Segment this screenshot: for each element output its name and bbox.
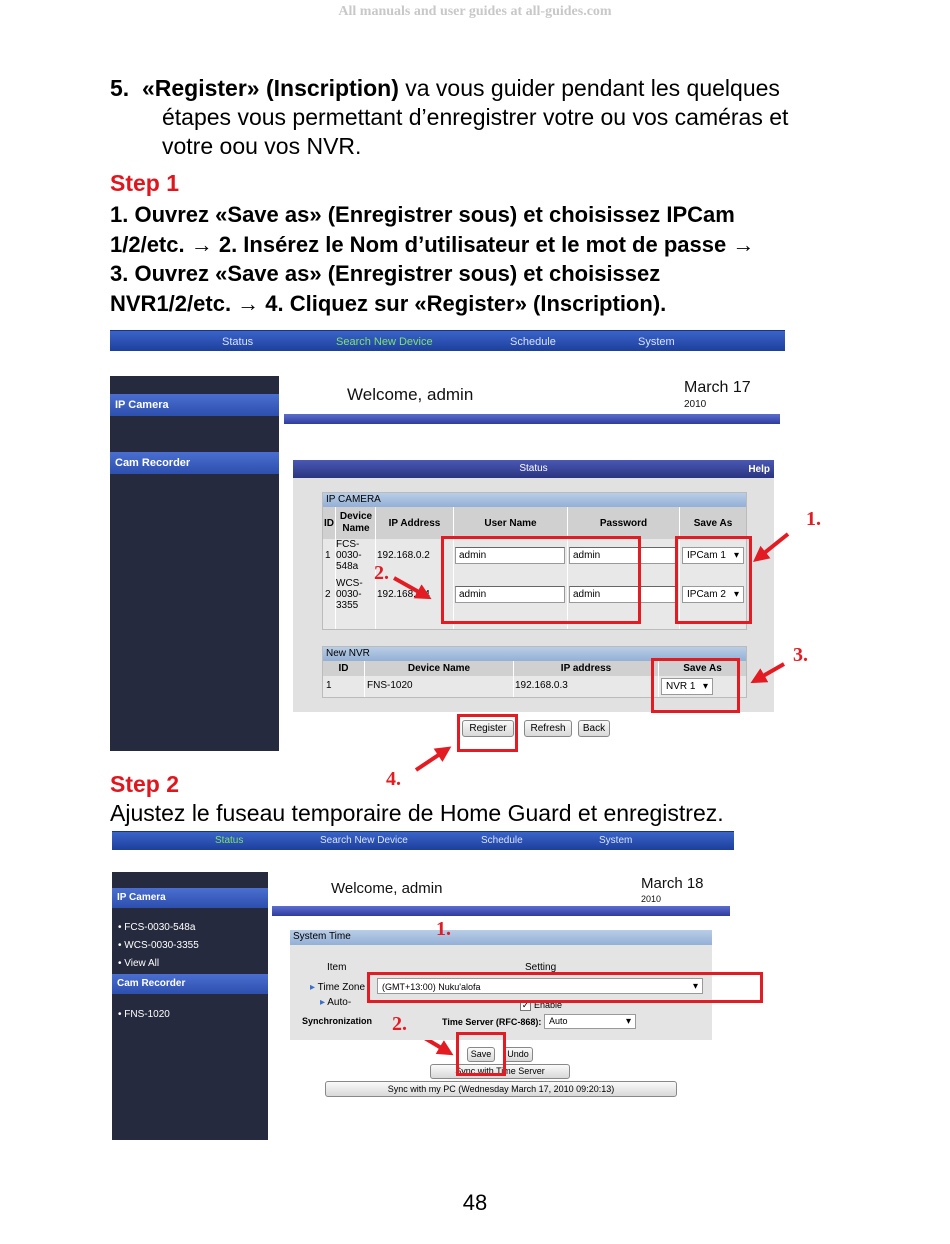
nav-status[interactable]: Status: [222, 336, 254, 348]
nvr-table-title: New NVR: [323, 647, 746, 661]
nvr-row-ip: 192.168.0.3: [515, 680, 568, 691]
arrow-2: [394, 578, 426, 596]
annotation-2: 2.: [374, 562, 389, 584]
intro-line2: étapes vous permettant d’enregistrer votre ou vos caméras et: [162, 104, 789, 130]
system-time-title: System Time: [290, 930, 712, 945]
save-button[interactable]: Save: [467, 1047, 495, 1062]
annotation-s2-1: 1.: [436, 918, 451, 940]
sidebar-cam-recorder[interactable]: Cam Recorder: [112, 974, 268, 994]
register-button[interactable]: Register: [462, 720, 514, 737]
step1-line: 3. Ouvrez «Save as» (Enregistrer sous) et choisissez: [110, 261, 661, 286]
annotation-3: 3.: [793, 644, 808, 666]
highlight-time-zone: [367, 972, 763, 1003]
col-ip-address: IP Address: [388, 518, 441, 529]
sidebar-ip-camera[interactable]: IP Camera: [110, 394, 279, 416]
nvr-col-id: ID: [338, 663, 349, 674]
sidebar-recorder-1[interactable]: • FNS-1020: [118, 1009, 170, 1020]
sidebar-cam-1[interactable]: • FCS-0030-548a: [118, 922, 196, 933]
intro-number: 5.: [110, 75, 130, 101]
ipcam-table-title: IP CAMERA: [323, 493, 746, 507]
nvr-col-device-name: Device Name: [407, 663, 471, 674]
step1-line: 1. Ouvrez «Save as» (Enregistrer sous) et choisissez IPCam: [110, 202, 735, 227]
step1-heading: Step 1: [110, 170, 180, 196]
sidebar-cam-recorder[interactable]: Cam Recorder: [110, 452, 279, 474]
welcome-text: Welcome, admin: [347, 385, 474, 404]
header-bar-2: [272, 906, 730, 916]
refresh-button[interactable]: Refresh: [524, 720, 572, 737]
col-setting: Setting: [525, 962, 557, 973]
sync-pc-button[interactable]: Sync with my PC (Wednesday March 17, 2010 09:20:13): [325, 1081, 677, 1097]
back-button[interactable]: Back: [578, 720, 610, 737]
arrow-3: [756, 664, 784, 680]
row1-id: 1: [325, 550, 331, 561]
row2-save-as-select[interactable]: IPCam 2 ▾: [682, 586, 744, 603]
shot2-navbar: [112, 831, 734, 850]
watermark: All manuals and user guides at all-guides.com: [338, 4, 612, 19]
welcome-text-2: Welcome, admin: [331, 880, 443, 897]
nav-system[interactable]: System: [638, 336, 675, 348]
col-save-as: Save As: [693, 518, 733, 529]
annotation-1: 1.: [806, 508, 821, 530]
intro-line1: va vous guider pendant les quelques: [398, 75, 780, 101]
nav-search-new-device[interactable]: Search New Device: [320, 835, 408, 846]
time-server-select[interactable]: Auto ▾: [544, 1014, 636, 1029]
page-number: 48: [462, 1190, 488, 1215]
undo-button[interactable]: Undo: [503, 1047, 533, 1062]
row1-ip: 192.168.0.2: [377, 550, 430, 561]
status-title: Status: [519, 463, 548, 474]
row2-device: WCS-0030-3355: [336, 578, 363, 611]
nvr-save-as-select[interactable]: NVR 1 ▾: [661, 678, 713, 695]
enable-checkbox[interactable]: ✓: [521, 1000, 530, 1010]
nvr-row-id: 1: [326, 680, 332, 691]
sync-label: Synchronization: [302, 1016, 373, 1026]
row2-ip: 192.168.0.4: [377, 589, 430, 600]
intro-bold: «Register» (Inscription): [141, 75, 399, 101]
time-zone-label: ▸ Time Zone: [310, 982, 366, 993]
step2-text: Ajustez le fuseau temporaire de Home Guard et enregistrez.: [110, 800, 724, 826]
enable-label: Enable: [534, 1000, 563, 1010]
date-text: March 17: [684, 379, 751, 396]
row2-username-input[interactable]: admin: [455, 586, 565, 603]
nvr-col-save-as: Save As: [683, 663, 722, 674]
col-item: Item: [327, 962, 347, 973]
nav-schedule[interactable]: Schedule: [481, 835, 523, 846]
auto-label: ▸ Auto-: [320, 997, 352, 1008]
row1-device: FCS-0030-548a: [336, 539, 362, 572]
date-text-2: March 18: [641, 875, 704, 892]
nvr-col-ip-address: IP address: [560, 663, 612, 674]
help-link[interactable]: Help: [748, 464, 770, 475]
nav-schedule[interactable]: Schedule: [510, 336, 556, 348]
step2-heading: Step 2: [110, 771, 180, 797]
row2-password-input[interactable]: admin: [569, 586, 677, 603]
row1-save-as-select[interactable]: IPCam 1 ▾: [682, 547, 744, 564]
sidebar-view-all[interactable]: • View All: [118, 958, 160, 969]
sync-time-server-button[interactable]: Sync with Time Server: [430, 1064, 570, 1079]
row1-username-input[interactable]: admin: [455, 547, 565, 564]
nav-search-new-device[interactable]: Search New Device: [336, 336, 433, 348]
year-text: 2010: [684, 399, 707, 410]
col-device-name: Device Name: [339, 511, 373, 534]
arrow-4: [416, 750, 446, 770]
time-server-label: Time Server (RFC-868):: [442, 1017, 542, 1027]
nav-system[interactable]: System: [599, 835, 633, 846]
year-text-2: 2010: [641, 894, 662, 904]
col-user-name: User Name: [484, 518, 537, 529]
nvr-row-device: FNS-1020: [367, 680, 413, 691]
highlight-save: [456, 1032, 506, 1076]
nav-status[interactable]: Status: [215, 835, 244, 846]
arrow-1: [758, 534, 788, 558]
annotation-4: 4.: [386, 768, 401, 790]
col-id: ID: [324, 518, 334, 529]
step1-line: NVR1/2/etc. → 4. Cliquez sur «Register» (Inscription).: [110, 290, 667, 316]
time-zone-select[interactable]: (GMT+13:00) Nuku'alofa ▾: [377, 978, 703, 994]
sidebar-ip-camera[interactable]: IP Camera: [112, 888, 268, 908]
annotation-s2-2: 2.: [392, 1013, 407, 1035]
intro-line3: votre oou vos NVR.: [162, 133, 362, 159]
col-password: Password: [599, 518, 648, 529]
row1-password-input[interactable]: admin: [569, 547, 677, 564]
row2-id: 2: [325, 589, 331, 600]
step1-line: 1/2/etc. → 2. Insérez le Nom d’utilisateur et le mot de passe →: [110, 231, 755, 257]
sidebar-cam-2[interactable]: • WCS-0030-3355: [118, 940, 199, 951]
shot2-sidebar: [112, 872, 268, 1140]
